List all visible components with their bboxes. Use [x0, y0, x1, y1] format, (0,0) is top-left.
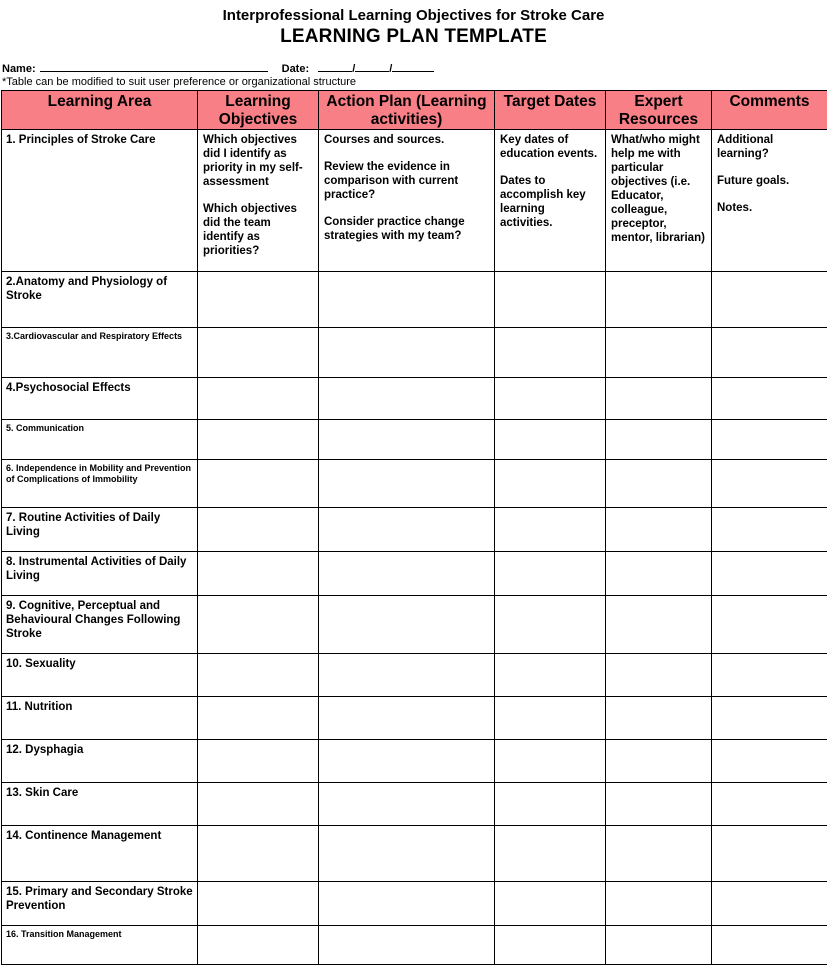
guidance-text: Which objectives did the team identify as priorities?: [203, 202, 313, 258]
learning-area-label: 6. Independence in Mobility and Prevention of Complications of Immobility: [2, 460, 197, 485]
learning-area-cell: [2, 596, 198, 654]
objectives-cell[interactable]: [198, 460, 319, 508]
name-label: Name:: [2, 63, 36, 75]
learning-area-label: 5. Communication: [2, 420, 197, 434]
action-plan-cell[interactable]: [319, 378, 495, 420]
action-plan-cell[interactable]: [319, 272, 495, 328]
expert-resources-cell[interactable]: [606, 378, 712, 420]
expert-resources-cell[interactable]: [606, 420, 712, 460]
guidance-text: Review the evidence in comparison with current practice?: [324, 160, 489, 202]
date-separator: /: [389, 63, 392, 75]
table-row: [2, 882, 827, 926]
guidance-text: Courses and sources.: [324, 133, 489, 147]
action-plan-cell[interactable]: [319, 130, 495, 272]
comments-cell[interactable]: [712, 552, 827, 596]
objectives-cell[interactable]: [198, 697, 319, 740]
learning-area-label: 7. Routine Activities of Daily Living: [2, 508, 197, 539]
target-dates-cell[interactable]: [495, 328, 606, 378]
column-header: Learning Objectives: [198, 91, 319, 130]
action-plan-cell[interactable]: [319, 882, 495, 926]
table-row: [2, 272, 827, 328]
learning-area-cell: [2, 508, 198, 552]
table-row: [2, 783, 827, 826]
objectives-cell[interactable]: [198, 596, 319, 654]
comments-cell[interactable]: [712, 508, 827, 552]
table-row: [2, 378, 827, 420]
comments-cell[interactable]: [712, 740, 827, 783]
objectives-cell[interactable]: [198, 378, 319, 420]
learning-area-label: 2.Anatomy and Physiology of Stroke: [2, 272, 197, 303]
comments-cell[interactable]: [712, 596, 827, 654]
table-row: [2, 460, 827, 508]
comments-cell[interactable]: [712, 882, 827, 926]
comments-cell[interactable]: [712, 130, 827, 272]
name-field[interactable]: [40, 62, 268, 72]
learning-area-label: 16. Transition Management: [2, 926, 197, 940]
date-label: Date:: [282, 63, 310, 75]
guidance-text: Dates to accomplish key learning activities.: [500, 174, 600, 230]
expert-resources-cell[interactable]: [606, 826, 712, 882]
action-plan-cell[interactable]: [319, 552, 495, 596]
expert-resources-cell[interactable]: [606, 460, 712, 508]
guidance-text: Consider practice change strategies with my team?: [324, 215, 489, 243]
comments-cell[interactable]: [712, 460, 827, 508]
target-dates-cell[interactable]: [495, 882, 606, 926]
table-row: [2, 740, 827, 783]
action-plan-cell[interactable]: [319, 328, 495, 378]
comments-cell[interactable]: [712, 328, 827, 378]
guidance-text: Key dates of education events.: [500, 133, 600, 161]
action-plan-cell[interactable]: [319, 826, 495, 882]
objectives-cell[interactable]: [198, 508, 319, 552]
learning-area-cell: [2, 460, 198, 508]
learning-area-cell: [2, 420, 198, 460]
action-plan-cell[interactable]: [319, 420, 495, 460]
learning-area-label: 1. Principles of Stroke Care: [2, 130, 197, 147]
date-separator: /: [352, 63, 355, 75]
target-dates-cell[interactable]: [495, 508, 606, 552]
learning-area-cell: [2, 740, 198, 783]
comments-cell[interactable]: [712, 783, 827, 826]
expert-resources-cell[interactable]: [606, 328, 712, 378]
objectives-cell[interactable]: [198, 552, 319, 596]
comments-cell[interactable]: [712, 378, 827, 420]
column-header: Comments: [712, 91, 827, 130]
action-plan-cell[interactable]: [319, 740, 495, 783]
table-row: [2, 697, 827, 740]
action-plan-cell[interactable]: [319, 697, 495, 740]
table-row: [2, 552, 827, 596]
target-dates-cell[interactable]: [495, 697, 606, 740]
table-header-row: [2, 91, 827, 130]
learning-area-label: 11. Nutrition: [2, 697, 197, 714]
target-dates-cell[interactable]: [495, 420, 606, 460]
comments-cell[interactable]: [712, 697, 827, 740]
expert-resources-cell[interactable]: [606, 552, 712, 596]
action-plan-cell[interactable]: [319, 783, 495, 826]
learning-plan-table: [1, 90, 827, 965]
action-plan-cell[interactable]: [319, 508, 495, 552]
learning-area-label: 9. Cognitive, Perceptual and Behavioural Changes Following Stroke: [2, 596, 197, 641]
learning-area-cell: [2, 378, 198, 420]
column-header: Action Plan (Learning activities): [319, 91, 495, 130]
learning-area-cell: [2, 826, 198, 882]
learning-area-cell: [2, 130, 198, 272]
target-dates-cell[interactable]: [495, 783, 606, 826]
comments-cell[interactable]: [712, 826, 827, 882]
learning-area-cell: [2, 783, 198, 826]
target-dates-cell[interactable]: [495, 130, 606, 272]
objectives-cell[interactable]: [198, 882, 319, 926]
column-header: Target Dates: [495, 91, 606, 130]
action-plan-cell[interactable]: [319, 596, 495, 654]
column-header: Expert Resources: [606, 91, 712, 130]
name-date-line: [2, 62, 434, 75]
target-dates-cell[interactable]: [495, 740, 606, 783]
expert-resources-cell[interactable]: [606, 697, 712, 740]
learning-area-label: 10. Sexuality: [2, 654, 197, 671]
objectives-cell[interactable]: [198, 420, 319, 460]
table-row: [2, 654, 827, 697]
learning-area-cell: [2, 654, 198, 697]
guidance-text: Additional learning?: [717, 133, 822, 161]
expert-resources-cell[interactable]: [606, 783, 712, 826]
expert-resources-cell[interactable]: [606, 596, 712, 654]
expert-resources-cell[interactable]: [606, 654, 712, 697]
learning-area-label: 13. Skin Care: [2, 783, 197, 800]
learning-area-cell: [2, 552, 198, 596]
learning-area-label: 3.Cardiovascular and Respiratory Effects: [2, 328, 197, 342]
learning-area-label: 12. Dysphagia: [2, 740, 197, 757]
guidance-text: Notes.: [717, 201, 822, 215]
objectives-cell[interactable]: [198, 826, 319, 882]
learning-area-cell: [2, 697, 198, 740]
column-header: Learning Area: [2, 91, 198, 130]
date-day-field[interactable]: [318, 62, 352, 72]
expert-resources-cell[interactable]: [606, 272, 712, 328]
comments-cell[interactable]: [712, 654, 827, 697]
table-row: [2, 508, 827, 552]
date-month-field[interactable]: [355, 62, 389, 72]
target-dates-cell[interactable]: [495, 654, 606, 697]
table-row: [2, 328, 827, 378]
guidance-text: What/who might help me with particular objectives (i.e. Educator, colleague, preceptor, mentor, librarian): [611, 133, 706, 245]
table-row: [2, 596, 827, 654]
table-note: *Table can be modified to suit user preference or organizational structure: [2, 76, 356, 88]
action-plan-cell[interactable]: [319, 654, 495, 697]
target-dates-cell[interactable]: [495, 596, 606, 654]
objectives-cell[interactable]: [198, 654, 319, 697]
target-dates-cell[interactable]: [495, 272, 606, 328]
expert-resources-cell[interactable]: [606, 882, 712, 926]
objectives-cell[interactable]: [198, 272, 319, 328]
table-row: [2, 420, 827, 460]
action-plan-cell[interactable]: [319, 460, 495, 508]
expert-resources-cell[interactable]: [606, 740, 712, 783]
expert-resources-cell[interactable]: [606, 130, 712, 272]
learning-area-cell: [2, 882, 198, 926]
learning-area-cell: [2, 272, 198, 328]
objectives-cell[interactable]: [198, 783, 319, 826]
learning-area-label: 15. Primary and Secondary Stroke Prevention: [2, 882, 197, 913]
target-dates-cell[interactable]: [495, 460, 606, 508]
table-row: [2, 130, 827, 272]
target-dates-cell[interactable]: [495, 826, 606, 882]
document-title: Interprofessional Learning Objectives for Stroke Care: [0, 7, 827, 24]
comments-cell[interactable]: [712, 272, 827, 328]
guidance-text: Future goals.: [717, 174, 822, 188]
table-row: [2, 826, 827, 882]
objectives-cell[interactable]: [198, 130, 319, 272]
learning-area-label: 4.Psychosocial Effects: [2, 378, 197, 395]
target-dates-cell[interactable]: [495, 378, 606, 420]
objectives-cell[interactable]: [198, 328, 319, 378]
guidance-text: Which objectives did I identify as priority in my self-assessment: [203, 133, 313, 189]
learning-area-label: 14. Continence Management: [2, 826, 197, 843]
target-dates-cell[interactable]: [495, 552, 606, 596]
date-year-field[interactable]: [392, 62, 434, 72]
learning-area-label: 8. Instrumental Activities of Daily Living: [2, 552, 197, 583]
learning-area-cell: [2, 328, 198, 378]
objectives-cell[interactable]: [198, 740, 319, 783]
comments-cell[interactable]: [712, 420, 827, 460]
document-subtitle: LEARNING PLAN TEMPLATE: [0, 26, 827, 48]
expert-resources-cell[interactable]: [606, 508, 712, 552]
